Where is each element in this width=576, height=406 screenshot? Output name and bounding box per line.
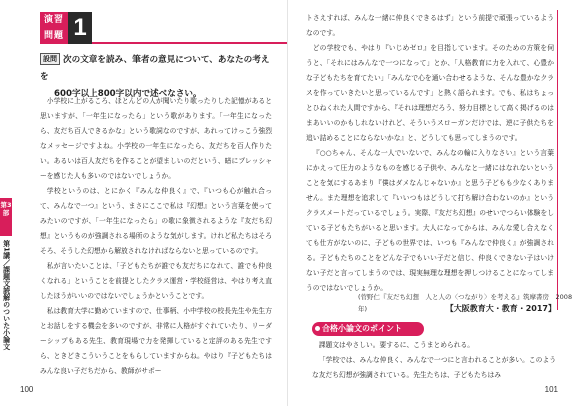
exercise-heading [40,12,92,44]
chapter-side-title [1,240,12,350]
exercise-label: 演習 問題 [40,12,68,44]
prompt-line-1: 次の文章を読み、筆者の意見について、あなたの考えを [40,55,270,82]
passage-paragraph: 私は教育大学に勤めていますので、仕事柄、小中学校の校長先生や先生方とお話しをする機会を多いのですが、非常に人格がすぐれていたり、リーダーシップもある先生、教育現場で力を発揮していると定評のある先生ですら、ときどきこういうことをもらしていますからね。やはり『子どもたちはみんな良い子だちだから、教師がサポー [40,307,272,375]
passage-text-right [306,11,554,296]
passage-paragraph: 学校というのは、とにかく『みんな仲良く』で、『いつも心が触れ合って、みんなで一つ』という、まさにここで私は『幻想』という言葉を使ってみたいのですが、「一年生になったら」の歌に象徴されるような『友だち幻想』というものが強調される場所のような気がします。けれど私たちはそろそろ、そうした幻想から解放されなければならないと思っているのです。 [40,187,272,255]
exercise-number: 1 [68,12,92,44]
heading-rule [92,42,288,44]
prompt-line-2: 600字以上800字以内で述べなさい。 [54,89,202,99]
passage-paragraph: 小学校に上がるころ、ほとんどの人が聞いたり歌ったりした記憶があると思いますが、「一年生になったら」という歌があります。「一年生になったら、友だち百人できるかな」という歌詞なのですが、あれってけっこう強烈なメッセージですよね。小学校の一年生になったら、友だちを百人作りたい。あるいは百人友だちを作ることが望ましいのだという、暗にプレッシャーを感じた人も多いのではないでしょうか。 [40,97,272,180]
points-banner: 合格小論文のポイント [312,322,424,336]
source-citation: (菅野仁『友だち幻想 人と人の〈つながり〉を考える』筑摩書房 2008年) [358,293,573,313]
points-paragraph: 課題文はやさしい。要するに、こうまとめられる。 [318,341,475,349]
passage-paragraph: どの学校でも、やはり『いじめゼロ』を目指しています。そのための方策を伺うと、「それにはみんなで一つになって」とか、「人格教育に力を入れて、心豊かな子どもたちを育てたい」「みんなで心を通い合わせるような、そんな豊かなクラスを作っていきたいと思っているんです」と熱く語られます。でも、私はちょっとひねくれた人間ですから、『それは理想だろう、努力目標として高く掲げるのはまあいいのかもしれないけれど、そういうスローガンだけでは、逆に子供たちを追い詰めることにならないかな』と、どうしても思ってしまうのです。 [306,44,554,142]
exam-name: 【大阪教育大・教育・2017】 [445,304,556,313]
passage-paragraph: 『○○ちゃん、そんな一人でいないで、みんなの輪に入りなさい』という言葉にかえって圧力のようなものを感じる子供や、みんなと一緒にはなれないということを気にするあまり『僕はダメなんじゃないか』と思う子どもも少なくありません。また理想を追求して『いいつもはどうして打ち解け合わないのか』というクラスメートだっているでしょう。実際、『友だち幻想』のせいでつらい体験をしている子どもたちがいると思います。大人になってからは、みんな愛し合えなくても仕方がないのに、子どもの世界では、いつも『みんなで仲良く』が強調される。子どもたちのことをどんな子でもいい子だと信じ、仲良くできない子はいけない子だと言ってしまうのでは、現実無理な理想を押しつけることになってしまうのではないでしょうか。 [306,149,554,292]
passage-border [557,10,558,310]
page-number-right: 101 [544,385,558,394]
points-text [312,338,556,383]
passage-paragraph: 私が言いたいことは、「子どもたちが誰でも友だちになれて、誰でも仲良くなれる」ということを前提としたクラス運営・学校経営は、やはり考え直したほうがいいのではないでしょうかということです。 [40,262,272,300]
passage-text-left [40,94,272,379]
page-number-left: 100 [20,385,34,394]
passage-paragraph: トさえすれば、みんな一緒に仲良くできるはず」という前提で頑張っているようなのです。 [306,14,554,37]
chapter-side-title-text: 第1講／課題文読解のついた小論文 [2,240,11,350]
right-page [288,0,576,406]
points-paragraph: 「学校では、みんな仲良く、みんなで一つにと言われることが多い。このような友だち幻想が強調されている。先生たちは、子どもたちはみ [312,356,556,379]
part-tab: 第3部 [0,198,12,236]
question-tag: 設問 [40,53,60,65]
